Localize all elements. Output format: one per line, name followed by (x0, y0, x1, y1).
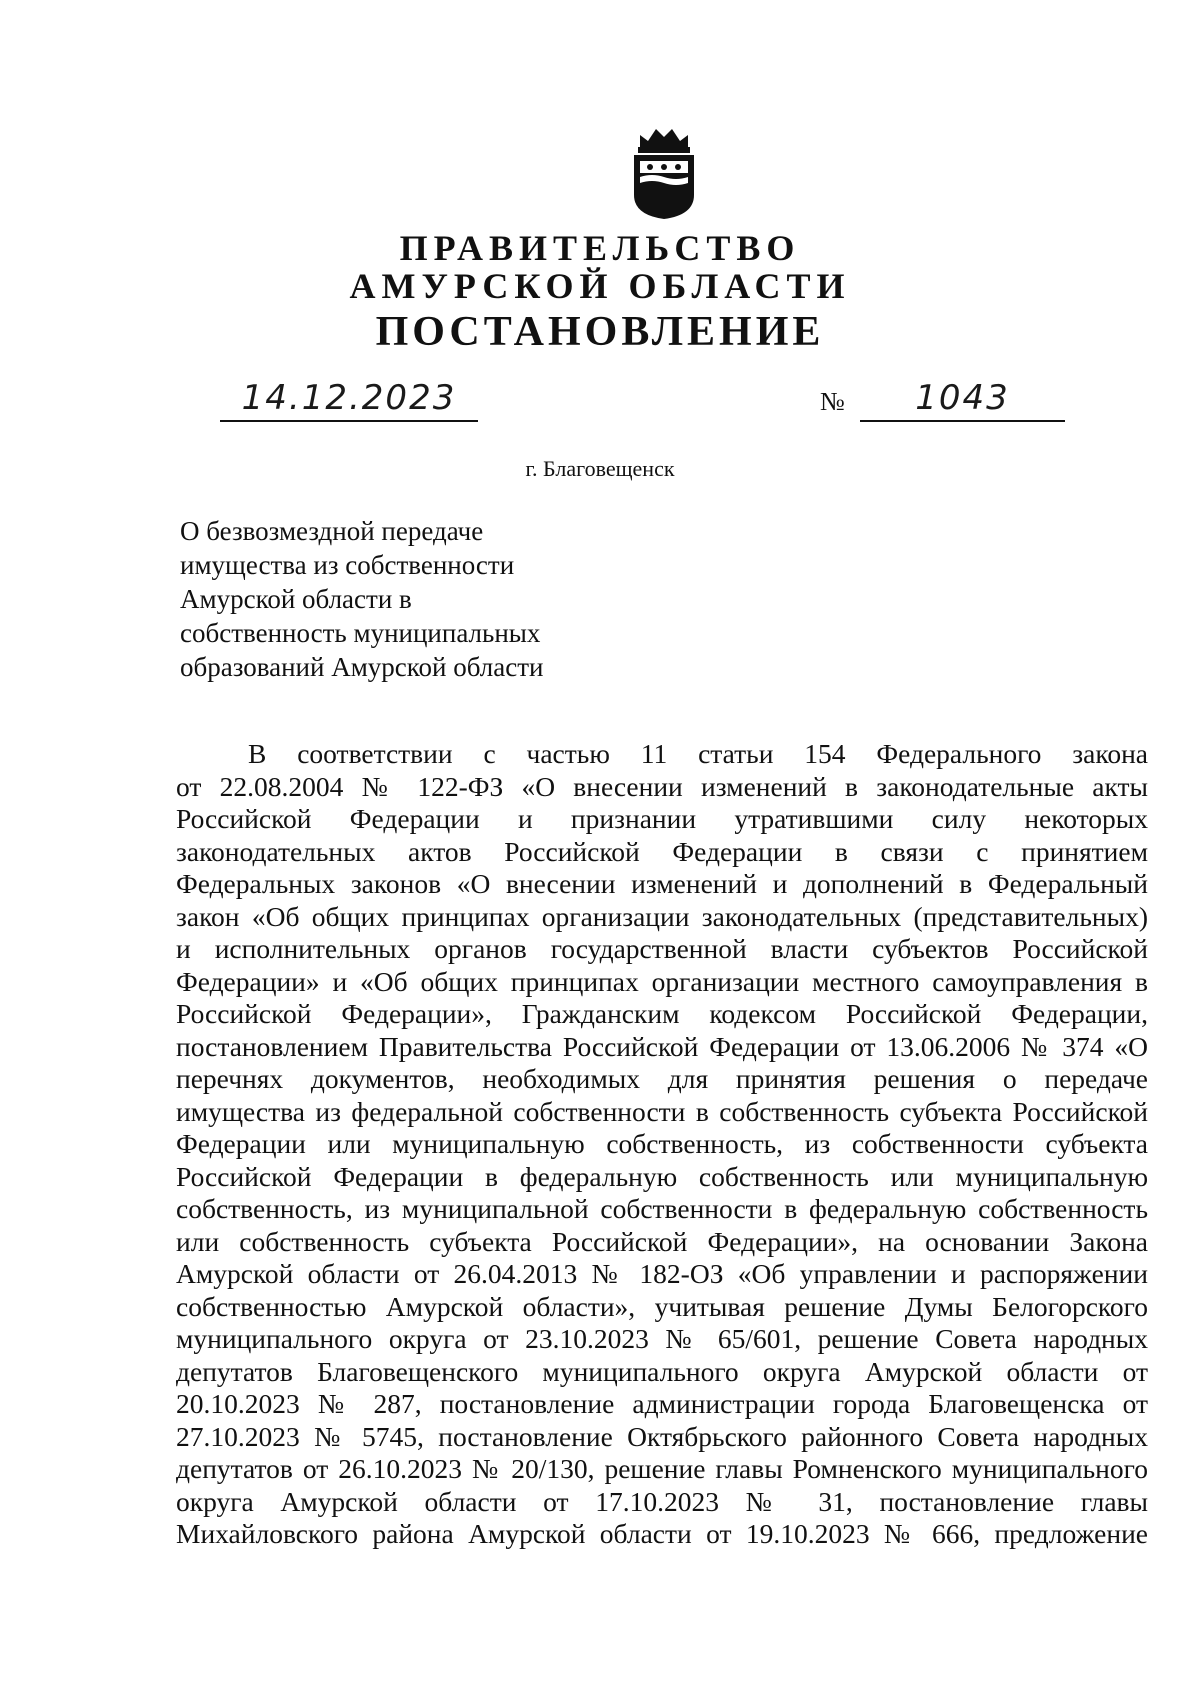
number-field (860, 378, 1065, 422)
body-line: муниципального округа от 23.10.2023 № 65/601, решение Совета народных (176, 1323, 1148, 1354)
body-line: от 22.08.2004 № 122-ФЗ «О внесении изменений в законодательные акты (176, 770, 1148, 802)
body-line: Амурской области от 26.04.2013 № 182-ОЗ «Об управлении и распоряжении (176, 1258, 1148, 1289)
body-line: Федерации» и «Об общих принципах организации местного самоуправления в (176, 965, 1148, 997)
body-line: Федеральных законов «О внесении изменений и дополнений в Федеральный (176, 868, 1148, 899)
subject-line: собственность муниципальных (180, 618, 541, 648)
org-name-line-2: АМУРСКОЙ ОБЛАСТИ (349, 266, 851, 306)
body-line: 27.10.2023 № 5745, постановление Октябрьского районного Совета народных (176, 1420, 1148, 1452)
body-line: 20.10.2023 № 287, постановление администрации города Благовещенска от (176, 1388, 1148, 1419)
body-line: законодательных актов Российской Федерации в связи с принятием (176, 835, 1148, 867)
coat-of-arms-icon (626, 125, 702, 221)
body-line: собственность, из муниципальной собственности в федеральную собственность (176, 1193, 1148, 1224)
document-subject (180, 514, 700, 684)
body-line: постановлением Правительства Российской Федерации от 13.06.2006 № 374 «О (176, 1030, 1148, 1062)
body-line: имущества из федеральной собственности в собственность субъекта Российской (176, 1095, 1148, 1127)
body-line: округа Амурской области от 17.10.2023 № 31, постановление главы (176, 1485, 1148, 1517)
body-line: Федерации или муниципальную собственность, из собственности субъекта (176, 1128, 1148, 1159)
body-line: закон «Об общих принципах организации законодательных (представительных) (176, 900, 1148, 932)
number-value: 1043 (915, 378, 1010, 418)
body-line: Михайловского района Амурской области от 19.10.2023 № 666, предложение (176, 1518, 1148, 1549)
subject-line: Амурской области в (180, 584, 412, 614)
subject-line: имущества из собственности (180, 550, 515, 580)
body-line: Российской Федерации в федеральную собственность или муниципальную (176, 1160, 1148, 1192)
document-body (176, 738, 1148, 1551)
number-label: № (820, 387, 845, 416)
org-name-line-1: ПРАВИТЕЛЬСТВО (399, 228, 801, 268)
body-line: собственностью Амурской области», учитывая решение Думы Белогорского (176, 1290, 1148, 1322)
body-line: и исполнительных органов государственной власти субъектов Российской (176, 933, 1148, 964)
body-line: Российской Федерации и признании утратившими силу некоторых (176, 803, 1148, 834)
body-line: В соответствии с частью 11 статьи 154 Федерального закона (248, 738, 1148, 769)
body-line: перечнях документов, необходимых для принятия решения о передаче (176, 1063, 1148, 1094)
subject-line: О безвозмездной передаче (180, 516, 484, 546)
date-value: 14.12.2023 (241, 378, 457, 418)
body-line: депутатов Благовещенского муниципального округа Амурской области от (176, 1355, 1148, 1387)
city-line: г. Благовещенск (525, 456, 675, 481)
document-type-title: ПОСТАНОВЛЕНИЕ (375, 309, 825, 355)
body-line: Российской Федерации», Гражданским кодексом Российской Федерации, (176, 998, 1148, 1029)
body-line: или собственность субъекта Российской Федерации», на основании Закона (176, 1225, 1148, 1257)
body-line: депутатов от 26.10.2023 № 20/130, решение главы Ромненского муниципального (176, 1453, 1148, 1484)
subject-line: образований Амурской области (180, 652, 544, 682)
date-field (220, 378, 478, 422)
